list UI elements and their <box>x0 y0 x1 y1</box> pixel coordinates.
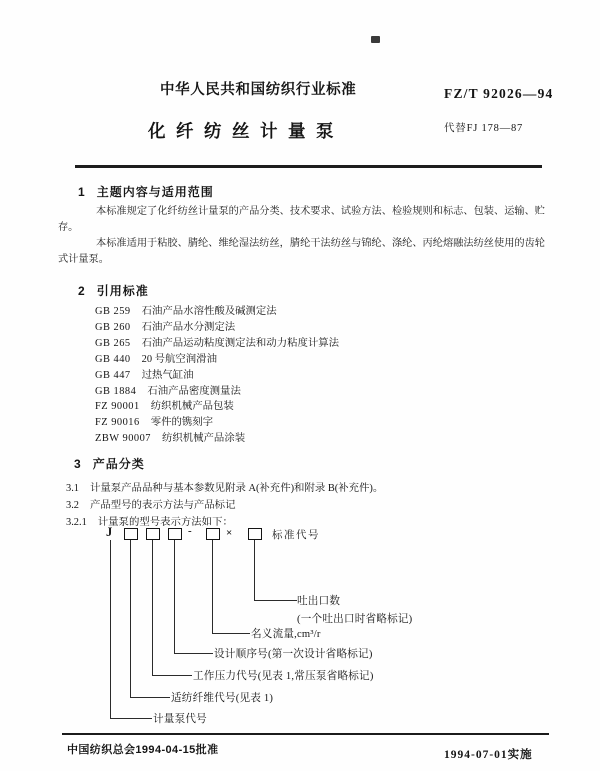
reference-title: 石油产品运动粘度测定法和动力粘度计算法 <box>141 337 340 349</box>
reference-title: 石油产品水分测定法 <box>141 321 236 333</box>
reference-code: ZBW 90007 <box>95 433 151 445</box>
section-1-paragraph-2: 本标准适用于粘胶、腈纶、维纶湿法纺丝，腈纶干法纺丝与锦纶、涤纶、丙纶熔融法纺丝使用的齿轮式计量泵。 <box>58 238 545 265</box>
standard-number: FZ/T 92026—94 <box>444 86 554 101</box>
clause-3-2 <box>66 496 235 511</box>
callout-nominal-flow: 名义流量,cm³/r <box>251 629 321 640</box>
model-multiply-sign: × <box>226 527 233 539</box>
reference-title: 纺织机械产品涂装 <box>161 433 246 445</box>
reference-title: 20 号航空润滑油 <box>141 353 217 365</box>
callout-fiber-code: 适纺纤维代号(见表 1) <box>171 693 274 704</box>
reference-title: 石油产品水溶性酸及碱测定法 <box>141 306 277 317</box>
model-suffix-label: 标准代号 <box>272 530 320 541</box>
callout-pump-code: 计量泵代号 <box>153 714 207 725</box>
callout-outlets: 吐出口数 <box>297 596 341 607</box>
callout-pressure-code: 工作压力代号(见表 1,常压泵省略标记) <box>193 671 374 682</box>
reference-code: GB 265 <box>95 337 131 349</box>
callout-design-seq: 设计顺序号(第一次设计省略标记) <box>214 649 373 660</box>
reference-title: 过热气缸油 <box>141 369 194 381</box>
reference-row <box>95 304 339 320</box>
reference-title: 石油产品密度测量法 <box>147 385 241 397</box>
standard-authority-line: 中华人民共和国纺织行业标准 <box>160 82 357 98</box>
clause-number: 3.2.1 <box>66 517 87 528</box>
reference-row <box>95 320 339 336</box>
reference-row <box>95 415 339 431</box>
approval-note: 中国纺织总会1994-04-15批准 <box>67 744 219 756</box>
model-code-box-flow <box>206 528 220 540</box>
section-2-title: 引用标准 <box>96 284 149 298</box>
connector-line-pump <box>110 540 152 719</box>
section-2-heading <box>78 282 149 299</box>
reference-title: 纺织机械产品包装 <box>150 401 234 413</box>
section-3-heading <box>74 455 145 472</box>
reference-row <box>95 368 339 384</box>
section-1-heading <box>78 183 214 200</box>
model-code-box-design <box>168 528 182 540</box>
clause-text: 计量泵产品品种与基本参数见附录 A(补充件)和附录 B(补充件)。 <box>90 483 384 494</box>
reference-title: 零件的镌刻字 <box>150 417 214 429</box>
model-prefix-letter: J <box>106 525 113 539</box>
reference-row <box>95 384 339 400</box>
reference-code: GB 259 <box>95 306 131 317</box>
clause-number: 3.1 <box>66 483 79 494</box>
model-code-box-pressure <box>146 528 160 540</box>
section-1-paragraph-1: 本标准规定了化纤纺丝计量泵的产品分类、技术要求、试验方法、检验规则和标志、包装、运输、贮存。 <box>58 206 545 233</box>
clause-number: 3.2 <box>66 500 79 511</box>
model-code-box-outlets <box>248 528 262 540</box>
reference-row <box>95 336 339 352</box>
header-divider-rule <box>75 165 542 168</box>
scan-ink-speck <box>371 36 380 43</box>
reference-code: FZ 90001 <box>95 401 140 413</box>
reference-code: GB 447 <box>95 369 131 381</box>
callout-outlets-note: (一个吐出口时省略标记) <box>297 614 413 625</box>
replaces-note: 代替FJ 178—87 <box>444 123 524 134</box>
reference-code: FZ 90016 <box>95 417 140 429</box>
footer-divider-rule <box>62 733 549 735</box>
clause-text: 计量泵的型号表示方法如下： <box>97 517 233 528</box>
reference-row <box>95 399 339 415</box>
connector-line-outlets <box>254 540 297 601</box>
section-1-number: 1 <box>78 185 85 199</box>
section-1-title: 主题内容与适用范围 <box>96 185 214 199</box>
section-3-title: 产品分类 <box>92 457 145 471</box>
section-2-number: 2 <box>78 284 85 298</box>
effective-date: 1994-07-01实施 <box>444 749 533 761</box>
reference-row <box>95 431 339 447</box>
connector-line-flow <box>212 540 250 634</box>
reference-code: GB 260 <box>95 321 131 333</box>
clause-text: 产品型号的表示方法与产品标记 <box>90 500 236 511</box>
model-dash-separator: - <box>188 525 192 537</box>
clause-3-2-1 <box>66 513 233 528</box>
referenced-standards-list <box>95 304 339 447</box>
reference-row <box>95 352 339 368</box>
clause-3-1 <box>66 479 383 494</box>
reference-code: GB 440 <box>95 353 131 365</box>
section-3-number: 3 <box>74 457 81 471</box>
document-title: 化纤纺丝计量泵 <box>148 121 344 141</box>
model-code-box-fiber <box>124 528 138 540</box>
reference-code: GB 1884 <box>95 385 137 397</box>
